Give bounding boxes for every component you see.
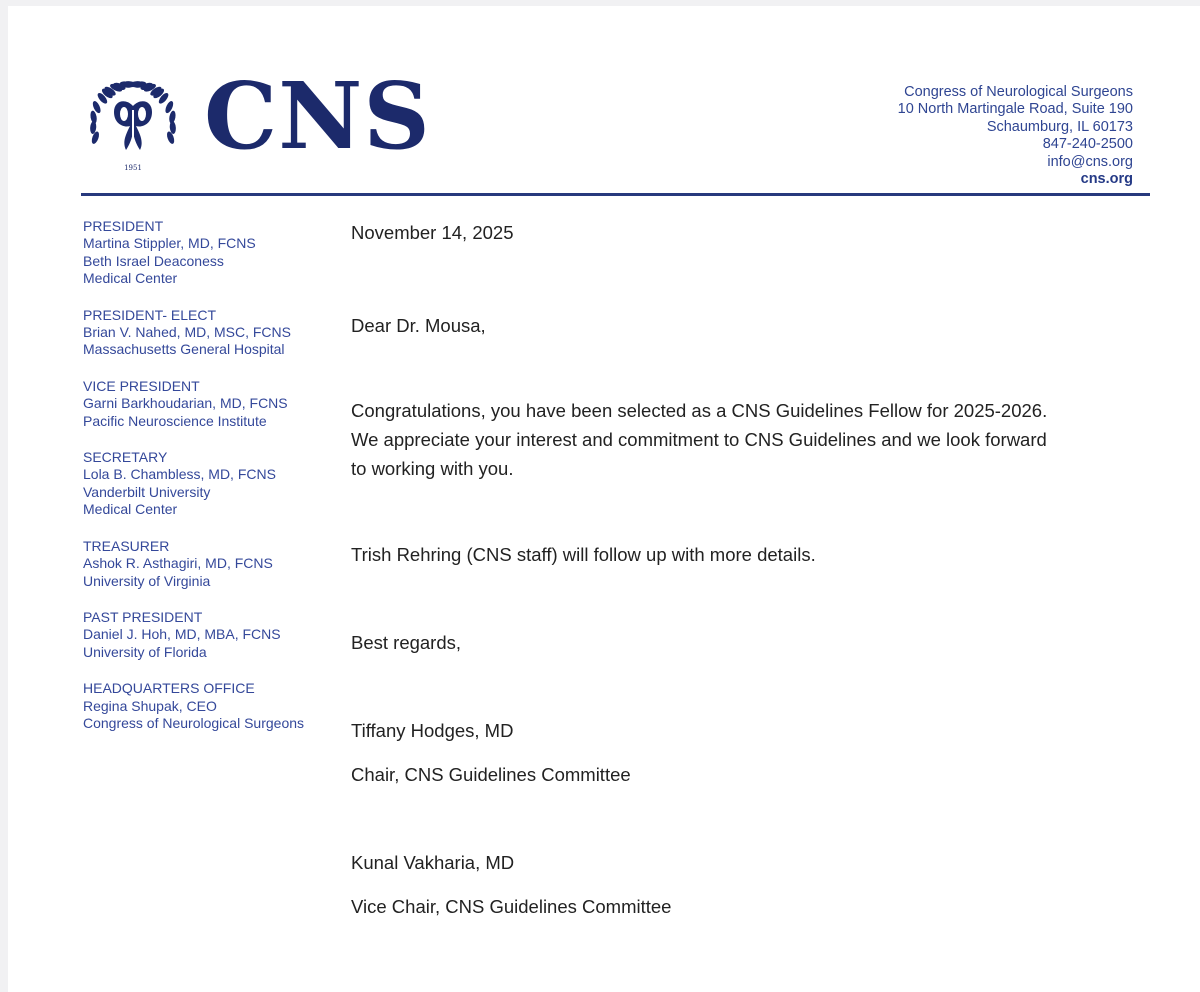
officer-title: HEADQUARTERS OFFICE — [83, 680, 255, 697]
address-email: info@cns.org — [1047, 153, 1133, 170]
laurel-leaf — [90, 110, 98, 124]
officer-affiliation: Massachusetts General Hospital — [83, 341, 285, 358]
laurel-leaf — [168, 110, 176, 124]
officer-name: Garni Barkhoudarian, MD, FCNS — [83, 395, 288, 412]
officer-affiliation: Beth Israel Deaconess — [83, 252, 224, 269]
officer-name: Martina Stippler, MD, FCNS — [83, 235, 256, 252]
cns-wordmark: CNS — [204, 62, 431, 170]
officer-title: PRESIDENT- ELECT — [83, 306, 217, 323]
paragraph-line: to working with you. — [351, 458, 514, 479]
officer-vice-president — [83, 378, 304, 430]
letter-date: November 14, 2025 — [351, 222, 514, 243]
officer-headquarters — [83, 680, 304, 732]
address-line: 10 North Martingale Road, Suite 190 — [897, 101, 1133, 118]
officer-affiliation: University of Virginia — [83, 572, 211, 589]
officer-affiliation: Vanderbilt University — [83, 483, 211, 500]
letterhead-address — [898, 84, 1133, 188]
header-divider — [81, 193, 1150, 196]
officer-affiliation: Medical Center — [83, 270, 178, 287]
officers-sidebar — [83, 218, 304, 751]
paragraph-line: Congratulations, you have been selected as a CNS Guidelines Fellow for 2025-2026. — [351, 400, 1048, 421]
address-line: Congress of Neurological Surgeons — [904, 84, 1133, 100]
officer-past-president — [83, 609, 304, 661]
address-phone: 847-240-2500 — [1042, 136, 1133, 153]
officer-title: PRESIDENT — [83, 218, 164, 234]
signer-2-title: Vice Chair, CNS Guidelines Committee — [351, 896, 672, 917]
cns-laurel-logo — [78, 76, 188, 176]
address-website: cns.org — [1080, 171, 1133, 188]
officer-title: PAST PRESIDENT — [83, 608, 203, 625]
officer-title: SECRETARY — [83, 449, 168, 466]
letter-salutation: Dear Dr. Mousa, — [351, 315, 486, 336]
signer-2-name: Kunal Vakharia, MD — [351, 852, 515, 873]
officer-name: Regina Shupak, CEO — [83, 697, 217, 714]
officer-affiliation: Pacific Neuroscience Institute — [83, 412, 267, 429]
officer-title: TREASURER — [83, 537, 170, 554]
officer-title: VICE PRESIDENT — [83, 377, 200, 394]
letter-paragraph — [351, 396, 1047, 483]
officer-secretary — [83, 449, 304, 519]
officer-name: Lola B. Chambless, MD, FCNS — [83, 466, 276, 483]
officer-name: Brian V. Nahed, MD, MSC, FCNS — [83, 324, 291, 341]
officer-treasurer — [83, 538, 304, 590]
paragraph-line: We appreciate your interest and commitment to CNS Guidelines and we look forward — [351, 429, 1047, 450]
officer-affiliation: Medical Center — [83, 501, 178, 518]
officer-affiliation: Congress of Neurological Surgeons — [83, 714, 305, 731]
officer-name: Daniel J. Hoh, MD, MBA, FCNS — [83, 626, 281, 643]
letter-followup: Trish Rehring (CNS staff) will follow up with more details. — [351, 544, 816, 565]
officer-name: Ashok R. Asthagiri, MD, FCNS — [83, 555, 273, 572]
letter-page — [8, 6, 1200, 992]
officer-affiliation: University of Florida — [83, 643, 207, 660]
officer-president — [83, 218, 304, 288]
signer-1-name: Tiffany Hodges, MD — [351, 720, 514, 741]
signer-1-title: Chair, CNS Guidelines Committee — [351, 764, 631, 785]
address-line: Schaumburg, IL 60173 — [986, 118, 1133, 135]
letter-closing: Best regards, — [351, 632, 462, 653]
logo-year: 1951 — [124, 164, 142, 172]
officer-president-elect — [83, 307, 304, 359]
